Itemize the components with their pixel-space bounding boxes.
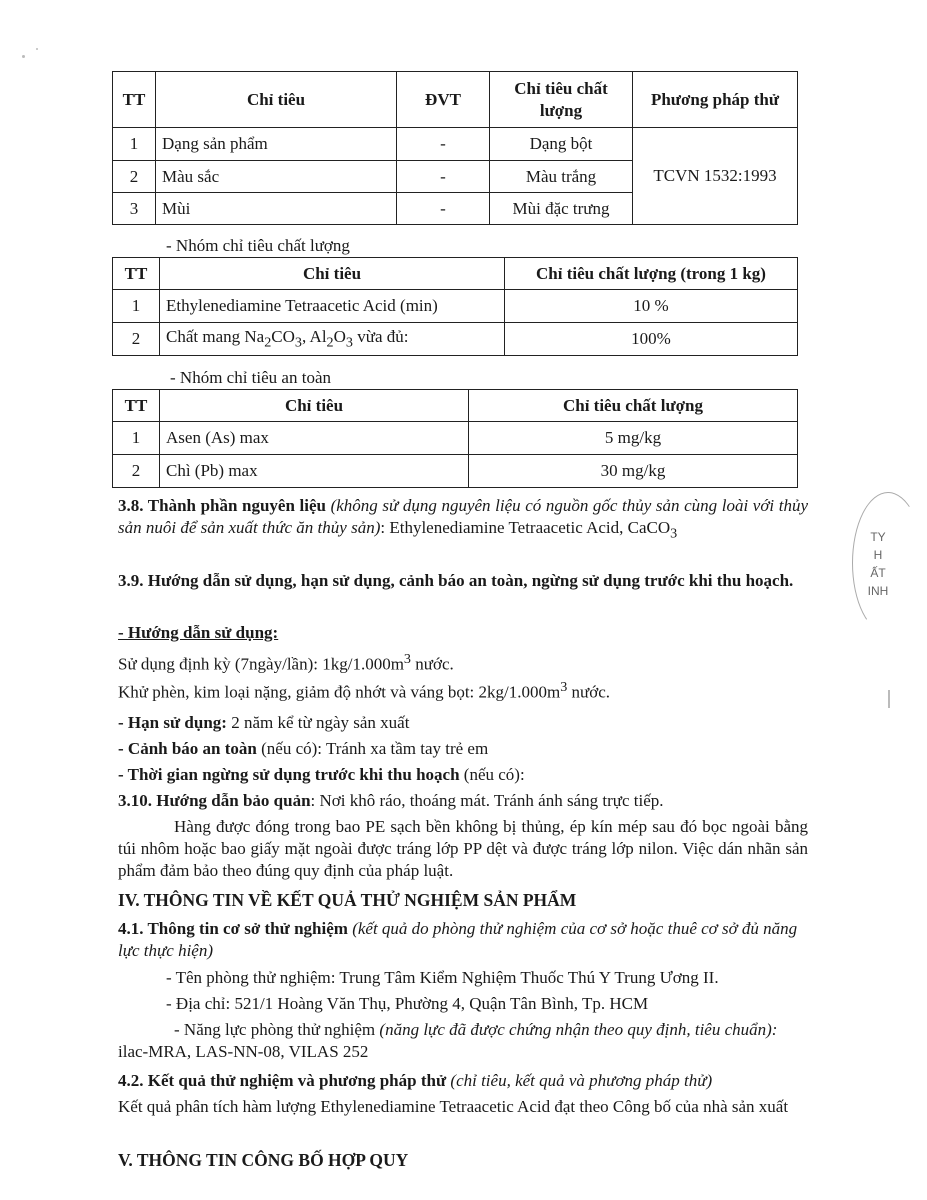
usage-label: - Hướng dẫn sử dụng: [118,623,279,642]
row-chi-tieu: Dạng sản phẩm [156,128,397,161]
stamp-ring [852,492,924,634]
section-4-1: 4.1. Thông tin cơ sở thử nghiệm (kết quả do phòng thử nghiệm của cơ sở hoặc thuê cơ sở đủ năng lực thực hiện) [118,919,798,960]
lab-address: - Địa chỉ: 521/1 Hoàng Văn Thụ, Phường 4, Quận Tân Bình, Tp. HCM [166,994,649,1013]
col-chi-tieu: Chỉ tiêu [160,258,505,290]
lab-name: - Tên phòng thử nghiệm: Trung Tâm Kiểm Nghiệm Thuốc Thú Y Trung Ương II. [166,968,719,987]
row-chi-tieu: Mùi [156,193,397,225]
row-value: 5 mg/kg [469,422,798,455]
row-dvt: - [397,161,490,193]
section-iv-title: IV. THÔNG TIN VỀ KẾT QUẢ THỬ NGHIỆM SẢN PHẨM [118,890,577,910]
lab-capacity: - Năng lực phòng thử nghiệm (năng lực đã được chứng nhận theo quy định, tiêu chuẩn): ilac-MRA, LAS-NN-08, VILAS 252 [118,1020,778,1061]
table-row [113,290,798,323]
col-tt: TT [113,72,156,128]
col-phuong-phap: Phương pháp thử [633,72,798,128]
section-3-9-title: 3.9. Hướng dẫn sử dụng, hạn sử dụng, cảnh báo an toàn, ngừng sử dụng trước khi thu hoạch. [118,571,794,590]
safety-table [112,389,798,488]
col-chi-tieu: Chỉ tiêu [160,390,469,422]
row-tt: 1 [113,422,160,455]
stop-line: - Thời gian ngừng sử dụng trước khi thu hoạch (nếu có): [118,765,525,784]
row-tt: 2 [113,455,160,488]
table-row [113,455,798,488]
usage-line-1: Sử dụng định kỳ (7ngày/lần): $1kg/1.000m^3$ nước. [118,651,454,674]
row-tt: 2 [113,323,160,356]
row-chi-tieu: Chì (Pb) max [160,455,469,488]
expiry-line: - Hạn sử dụng: 2 năm kể từ ngày sản xuất [118,713,410,732]
col-tt: TT [113,258,160,290]
table-row [113,422,798,455]
group-quality-label: - Nhóm chỉ tiêu chất lượng [166,236,350,255]
group-safety-label: - Nhóm chỉ tiêu an toàn [170,368,331,387]
section-4-2: 4.2. Kết quả thử nghiệm và phương pháp thử (chỉ tiêu, kết quả và phương pháp thử) [118,1071,713,1090]
row-value: 30 mg/kg [469,455,798,488]
scan-speck [888,690,890,708]
col-chi-tieu-cl: Chỉ tiêu chất lượng [490,72,633,128]
row-value: Dạng bột [490,128,633,161]
row-tt: 3 [113,193,156,225]
row-chi-tieu: Ethylenediamine Tetraacetic Acid (min) [160,290,505,323]
partial-stamp: TY H ẤT INH [858,492,898,632]
quality-table [112,257,798,356]
row-chi-tieu: Màu sắc [156,161,397,193]
row-value: 10 % [505,290,798,323]
usage-line-2: Khử phèn, kim loại nặng, giảm độ nhớt và váng bọt: $2kg/1.000m^3$ nước. [118,679,611,702]
col-chi-tieu: Chỉ tiêu [156,72,397,128]
scan-speck [36,48,38,50]
row-value: Mùi đặc trưng [490,193,633,225]
row-chi-tieu: Asen (As) max [160,422,469,455]
col-value: Chỉ tiêu chất lượng [469,390,798,422]
warning-line: - Cảnh báo an toàn (nếu có): Tránh xa tầm tay trẻ em [118,739,489,758]
row-dvt: - [397,193,490,225]
row-tt: 1 [113,128,156,161]
section-v-title: V. THÔNG TIN CÔNG BỐ HỢP QUY [118,1150,409,1170]
table-row [113,323,798,356]
col-tt: TT [113,390,160,422]
section-4-2-text: Kết quả phân tích hàm lượng Ethylenediamine Tetraacetic Acid đạt theo Công bố của nhà sản xuất [118,1097,789,1116]
row-chi-tieu-formula: Chất mang $Na_2CO_3$, $Al_2O_3$ vừa đủ: [160,323,505,356]
method-cell: TCVN 1532:1993 [633,128,798,225]
section-3-8: 3.8. Thành phần nguyên liệu (không sử dụng nguyên liệu có nguồn gốc thủy sản cùng loài với thủy sản nuôi để sản xuất thức ăn thủy sản): Ethylenediamine Tetraacetic Acid, CaCO$_3$ [118,496,808,542]
row-value: 100% [505,323,798,356]
row-tt: 1 [113,290,160,323]
row-tt: 2 [113,161,156,193]
row-value: Màu trắng [490,161,633,193]
scan-speck [22,55,25,58]
row-dvt: - [397,128,490,161]
storage-paragraph: Hàng được đóng trong bao PE sạch bền không bị thủng, ép kín mép sau đó bọc ngoài bằng túi nhôm hoặc bao giấy mặt ngoài được tráng lớp PP dệt và được tráng lớp nilon. Việc dán nhãn sản phẩm đảm bảo theo đúng quy định của pháp luật. [118,817,808,880]
section-3-10: 3.10. Hướng dẫn bảo quản: Nơi khô ráo, thoáng mát. Tránh ánh sáng trực tiếp. [118,791,664,810]
col-value: Chỉ tiêu chất lượng (trong 1 kg) [505,258,798,290]
table-row [113,128,798,161]
product-spec-table [112,71,798,225]
col-dvt: ĐVT [397,72,490,128]
